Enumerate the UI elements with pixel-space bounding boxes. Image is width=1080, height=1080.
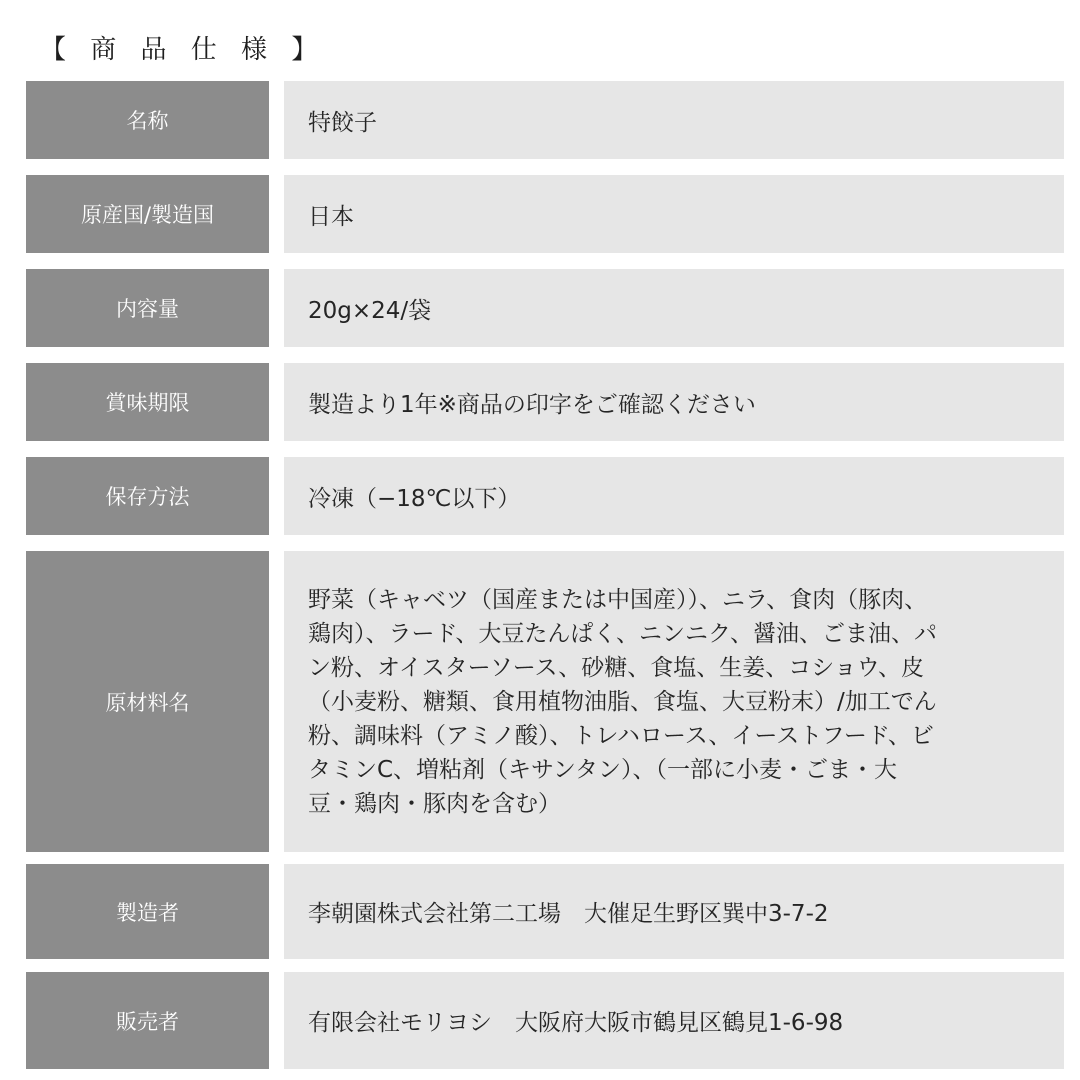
spec-row-expiry: [26, 363, 1064, 441]
page-title: 【 商 品 仕 様 】: [40, 35, 326, 65]
spec-value: 特餃子: [284, 81, 1064, 159]
spec-row-storage: [26, 457, 1064, 535]
spec-label: 原産国/製造国: [26, 175, 269, 253]
spec-table: [26, 81, 1064, 1069]
spec-label: 保存方法: [26, 457, 269, 535]
spec-value: 20g×24/袋: [284, 269, 1064, 347]
spec-value: 製造より1年※商品の印字をご確認ください: [284, 363, 1064, 441]
spec-label: 製造者: [26, 864, 269, 959]
spec-value: 李朝園株式会社第二工場 大催足生野区巽中3-7-2: [284, 864, 1064, 959]
spec-row-seller: [26, 972, 1064, 1069]
spec-row-content: [26, 269, 1064, 347]
spec-label: 賞味期限: [26, 363, 269, 441]
spec-value: 冷凍（−18℃以下）: [284, 457, 1064, 535]
spec-label: 内容量: [26, 269, 269, 347]
spec-label: 原材料名: [26, 551, 269, 852]
spec-value: 有限会社モリヨシ 大阪府大阪市鶴見区鶴見1-6-98: [284, 972, 1064, 1069]
spec-row-ingredients: [26, 551, 1064, 852]
spec-value-ingredients: 野菜（キャベツ（国産または中国産））、ニラ、食肉（豚肉、 鶏肉）、ラード、大豆たんぱく、ニンニク、醤油、ごま油、パ ン粉、オイスターソース、砂糖、食塩、生姜、コショウ、皮 （小麦粉、糖類、食用植物油脂、食塩、大豆粉末）/加工でん 粉、調味料（アミノ酸）、トレハロース、イーストフード、ビ タミンC、増粘剤（キサンタン）、（一部に小麦・ごま・大 豆・鶏肉・豚肉を含む）: [284, 551, 1064, 852]
spec-label: 名称: [26, 81, 269, 159]
spec-row-origin: [26, 175, 1064, 253]
spec-value: 日本: [284, 175, 1064, 253]
spec-row-name: [26, 81, 1064, 159]
spec-label: 販売者: [26, 972, 269, 1069]
spec-row-manufacturer: [26, 864, 1064, 959]
